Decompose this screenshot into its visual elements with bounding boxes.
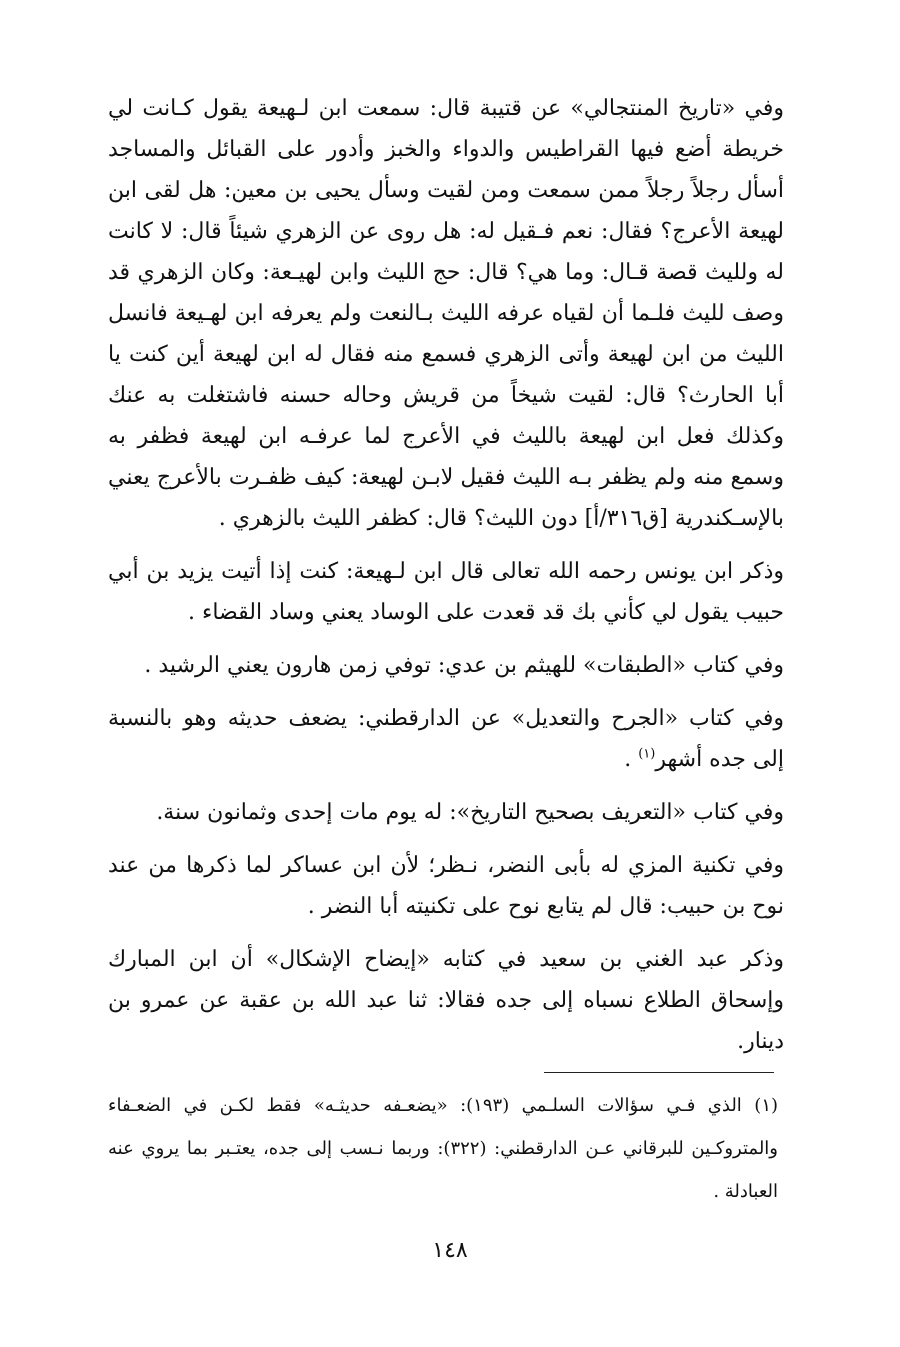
main-text xyxy=(108,88,784,1062)
paragraph-7: وذكر عبد الغني بن سعيد في كتابه «إيضاح الإشكال» أن ابن المبارك وإسحاق الطلاع نسباه إلى جده فقالا: ثنا عبد الله بن عقبة عن عمرو بن دينار. xyxy=(108,947,784,1054)
paragraph-6: وفي تكنية المزي له بأبى النضر، نـظر؛ لأن ابن عساكر لما ذكرها من عند نوح بن حبيب: قال لم يتابع نوح على تكنيته أبا النضر . xyxy=(108,853,784,919)
paragraph-4-text: وفي كتاب «الجرح والتعديل» عن الدارقطني: يضعف حديثه وهو بالنسبة إلى جده أشهر xyxy=(108,706,784,772)
paragraph-1: وفي «تاريخ المنتجالي» عن قتيبة قال: سمعت ابن لـهيعة يقول كـانت لي خريطة أضع فيها القراطيس والدواء والخبز وأدور على القبائل والمساجد أسأل رجلاً رجلاً ممن سمعت ومن لقيت وسأل يحيى بن معين: هل لقى ابن لهيعة الأعرج؟ فقال: نعم فـقيل له: هل روى عن الزهري شيئاً قال: لا كانت له ولليث قصة قـال: وما هي؟ قال: حج الليث وابن لهيـعة: وكان الزهري قد وصف لليث فلـما أن لقياه عرفه الليث بـالنعت ولم يعرفه ابن لهـيعة فانسل الليث من ابن لهيعة وأتى الزهري فسمع منه فقال له ابن لهيعة أين كنت يا أبا الحارث؟ قال: لقيت شيخاً من قريش وحاله حسنه فاشتغلت به عنك وكذلك فعل ابن لهيعة بالليث في الأعرج لما عرفـه ابن لهيعة فظفر به وسمع منه ولم يظفر بـه الليث فقيل لابـن لهيعة: كيف ظفـرت بالأعرج يعني بالإسـكندرية [ق٣١٦/أ] دون الليث؟ قال: كظفر الليث بالزهري . xyxy=(108,96,784,531)
paragraph-5: وفي كتاب «التعريف بصحيح التاريخ»: له يوم مات إحدى وثمانون سنة. xyxy=(156,800,784,825)
footnote-divider xyxy=(544,1072,774,1073)
paragraph-4-end: . xyxy=(624,747,639,772)
footnote-1: (١) الذي فـي سؤالات السلـمي (١٩٣): «يضعـفه حديثـه» فقط لكـن في الضعـفاء والمتروكـين للبرقاني عـن الدارقطني: (٣٢٢): وربما نـسب إلى جده، يعتـبر بما يروي عنه العبادلة . xyxy=(108,1095,779,1202)
paragraph-3: وفي كتاب «الطبقات» للهيثم بن عدي: توفي زمن هارون يعني الرشيد . xyxy=(144,653,784,678)
paragraph-4 xyxy=(108,698,784,780)
page-number: ١٤٨ xyxy=(432,1238,468,1263)
footnotes xyxy=(108,1084,778,1213)
footnote-reference[interactable]: (١) xyxy=(638,746,656,762)
paragraph-2: وذكر ابن يونس رحمه الله تعالى قال ابن لـهيعة: كنت إذا أتيت يزيد بن أبي حبيب يقول لي كأني بك قد قعدت على الوساد يعني وساد القضاء . xyxy=(108,559,784,625)
